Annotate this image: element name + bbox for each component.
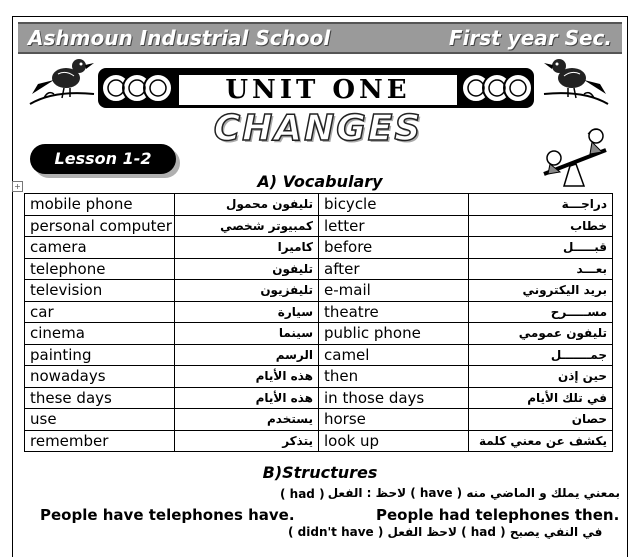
table-row [25,194,613,216]
vocab-english-cell: remember [25,430,175,452]
vocab-arabic-cell: قبـــــل [469,237,613,259]
vocab-english-cell: bicycle [319,194,469,216]
bird-left-icon [24,50,98,112]
table-row [25,215,613,237]
vocab-english-cell: these days [25,387,175,409]
vocab-arabic-cell: تليفون محمول [175,194,319,216]
vocab-english-cell: in those days [319,387,469,409]
vocab-english-cell: camera [25,237,175,259]
vocab-arabic-cell: في تلك الأيام [469,387,613,409]
table-row [25,344,613,366]
vocab-english-cell: camel [319,344,469,366]
table-row [25,387,613,409]
example-past: People had telephones then. [376,506,620,524]
table-row [25,301,613,323]
vocab-arabic-cell: تليفون عمومي [469,323,613,345]
vocab-arabic-cell: الرسم [175,344,319,366]
vocab-arabic-cell: خطاب [469,215,613,237]
table-row [25,366,613,388]
table-row [25,237,613,259]
vocab-english-cell: car [25,301,175,323]
unit-subtitle: CHANGES [213,108,423,149]
vocabulary-title: A) Vocabulary [257,172,383,191]
vocab-arabic-cell: تليفون [175,258,319,280]
vocab-english-cell: cinema [25,323,175,345]
disc-icon [458,70,536,106]
table-row [25,258,613,280]
bird-right-icon [540,50,614,112]
vocab-arabic-cell: حين إذن [469,366,613,388]
seesaw-kids-icon [540,128,610,190]
unit-title: UNIT ONE [178,74,458,106]
vocab-english-cell: e-mail [319,280,469,302]
vocab-arabic-cell: مســـــرح [469,301,613,323]
vocab-arabic-cell: جمـــــــل [469,344,613,366]
structure-note-had: ( had ) [280,487,325,501]
vocab-arabic-cell: سيارة [175,301,319,323]
vocab-arabic-cell: حصان [469,409,613,431]
vocab-english-cell: then [319,366,469,388]
structure-note-negative: ( didn't have ) لاحظ الفعل ( had ) في النفي يصبح [288,525,603,539]
vocab-english-cell: use [25,409,175,431]
vocab-arabic-cell: يتذكر [175,430,319,452]
vocab-arabic-cell: سينما [175,323,319,345]
vocab-english-cell: painting [25,344,175,366]
structures-title: B)Structures [262,463,378,482]
vocab-arabic-cell: كمبيوتر شخصي [175,215,319,237]
table-row [25,430,613,452]
vocab-arabic-cell: بريد اليكتروني [469,280,613,302]
vocab-english-cell: look up [319,430,469,452]
school-name: Ashmoun Industrial School [28,26,331,50]
vocab-english-cell: theatre [319,301,469,323]
vocabulary-table [24,193,613,452]
vocab-english-cell: mobile phone [25,194,175,216]
grade-label: First year Sec. [448,26,612,50]
table-row [25,409,613,431]
table-anchor-icon[interactable]: + [12,181,23,192]
disc-icon [98,70,176,106]
vocab-english-cell: television [25,280,175,302]
vocab-english-cell: telephone [25,258,175,280]
vocab-arabic-cell: كاميرا [175,237,319,259]
vocab-english-cell: before [319,237,469,259]
vocab-english-cell: public phone [319,323,469,345]
lesson-badge: Lesson 1-2 [30,144,176,174]
structure-note-have [200,486,620,500]
vocab-arabic-cell: يكشف عن معني كلمة [469,430,613,452]
vocab-arabic-cell: هذه الأيام [175,366,319,388]
vocab-arabic-cell: تليفزيون [175,280,319,302]
table-row [25,280,613,302]
structure-note-text: لاحظ : الفعل ( have ) بمعني يملك و الماضي منه [327,486,620,500]
header-bar [18,22,622,54]
vocab-english-cell: personal computer [25,215,175,237]
example-present: People have telephones have. [40,506,295,524]
vocab-english-cell: after [319,258,469,280]
vocab-arabic-cell: يستخدم [175,409,319,431]
vocab-arabic-cell: بعـــد [469,258,613,280]
vocab-english-cell: horse [319,409,469,431]
vocab-arabic-cell: هذه الأيام [175,387,319,409]
table-row [25,323,613,345]
vocab-english-cell: nowadays [25,366,175,388]
vocab-english-cell: letter [319,215,469,237]
vocab-arabic-cell: دراجـــة [469,194,613,216]
